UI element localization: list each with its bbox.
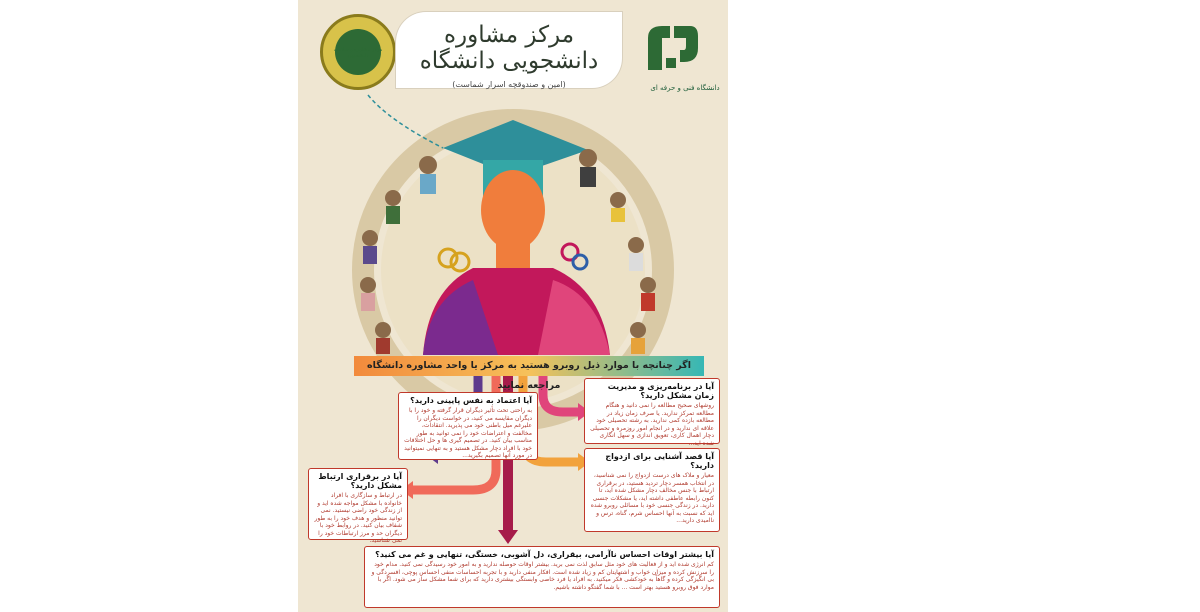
page-title: مرکز مشاوره دانشجویی دانشگاه — [419, 22, 599, 74]
title-box — [396, 12, 622, 88]
self-confidence-box — [398, 392, 538, 460]
counseling-center-seal — [320, 14, 396, 90]
box-title: آیا در برنامه‌ریزی و مدیریت زمان مشکل دارید؟ — [607, 382, 714, 400]
box-body: به راحتی تحت تأثیر دیگران قرار گرفته و خود را با دیگران مقایسه می کنید، در خواست دیگران را علیرغم میل باطنی خود می پذیرید. انتقادات، مخالفت و اعتراضات خود را نمی توانید به طور مناسب بیان کنید. در تصمیم گیری ها و حل اختلافات خود با افراد دچار مشکل هستید و به تنهایی نمیتوانید در مورد آنها تصمیم بگیرید... — [404, 407, 532, 459]
university-logo — [640, 18, 720, 92]
box-body: کم انرژی شده اید و از فعالیت های خود مثل سابق لذت نمی برید. بیشتر اوقات حوصله ندارید و به امور خود رسیدگی نمی کنید. مدام خود را سرزنش کرده و میزان خواب و اشتهایتان کم و زیاد شده است. افکار منفی دارید و با تجربه احساسات منفی احساس پوچی، افسردگی و بی انگیزگی کرده و گاهاً به خودکشی فکر میکنید. به افراد یا فرد خاصی وابستگی بیشتری دارید که برای شما مشکل ساز می شود. اگر با موارد فوق روبرو هستید بهتر است ... با شما گفتگو داشته باشیم. — [371, 561, 714, 591]
box-title: آیا بیشتر اوقات احساس ناآرامی، بیقراری، دل آشوبی، خستگی، تنهایی و غم می کنید؟ — [375, 550, 714, 559]
depression-box — [364, 546, 720, 608]
box-title: آیا اعتماد به نفس پایینی دارید؟ — [410, 396, 532, 405]
box-body: در ارتباط و سازگاری با افراد خانواده با مشکل مواجه شده اید و از زندگی خود راضی نیستید. نمی توانید منظور و هدف خود را به طور شفاف بیان کنید. در روابط خود با دیگران حد و مرز ارتباطات خود را نمی شناسید. — [314, 492, 402, 544]
box-title: آیا قصد آشنایی برای ازدواج دارید؟ — [605, 452, 714, 470]
marriage-box — [584, 448, 720, 532]
university-name: دانشگاه فنی و حرفه ای — [650, 84, 720, 92]
box-title: آیا در برقراری ارتباط مشکل دارید؟ — [318, 472, 402, 490]
time-management-box — [584, 378, 720, 447]
seal-text: مرکز مشاوره و سلامت دانشجویی — [333, 47, 383, 59]
university-logo-icon — [640, 18, 702, 80]
box-body: معیار و ملاک های درست ازدواج را نمی شناسید، در انتخاب همسر دچار تردید هستید، در برقراری ارتباط با جنس مخالف دچار مشکل شده اید، تا کنون رابطه عاطفی داشته اید، یا مشکلات جنسی دارید. در زندگی جنسی خود با مسائلی روبرو شده اید که نسبت به آنها احساس شرم، گناه، ترس و ناامیدی دارید... — [590, 472, 714, 524]
communication-box — [308, 468, 408, 544]
instruction-banner: اگر چنانچه با موارد ذیل روبرو هستید به مرکز یا واحد مشاوره دانشگاه مراجعه نمایید — [354, 356, 704, 376]
page-subtitle: (امین و صندوقچه اسرار شماست) — [452, 80, 566, 89]
box-body: روشهای صحیح مطالعه را نمی دانید و هنگام مطالعه تمرکز ندارید. یا صرف زمان زیاد در مطالعه بازده کمی ندارید. به رشته تحصیلی خود علاقه ای ندارید و در انجام امور روزمره و تحصیلی دچار اهمال کاری، تعویق اندازی و سهل انگاری شده اید... — [590, 402, 714, 447]
poster — [298, 0, 728, 612]
